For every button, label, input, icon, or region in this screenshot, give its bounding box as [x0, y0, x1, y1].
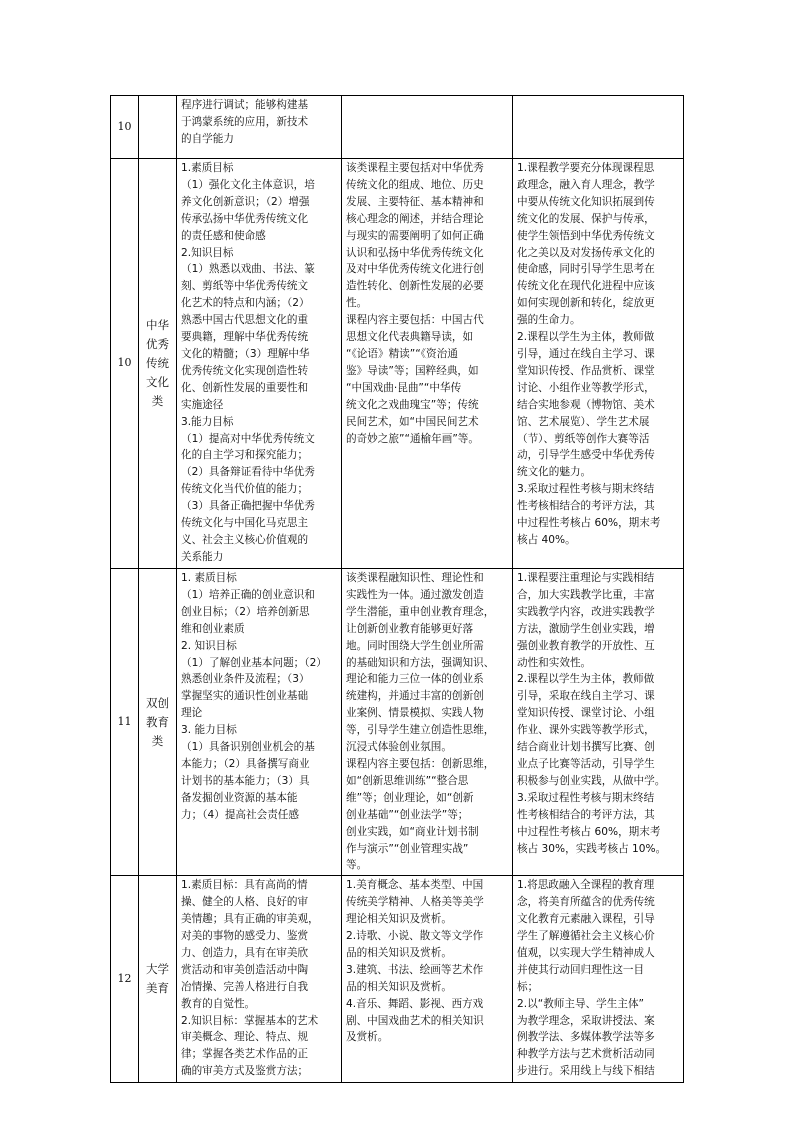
cell-line: 等，引导学生建立创造性思维， — [346, 724, 495, 737]
cell-line: 的自学能力 — [181, 132, 234, 145]
cell-line: 刻、剪纸等中华优秀传统文 — [181, 280, 309, 293]
cell-line: 文化的精髓；（3）理解中华 — [181, 347, 310, 360]
cell-line: 审美概念、理论、特点、规 — [181, 1031, 309, 1044]
cell-line: 认识和弘扬中华优秀传统文化 — [346, 246, 484, 259]
cell-line: 民间艺术，如“中国民间艺术 — [346, 415, 479, 428]
cell-line: 为教学理念，采取讲授法、案 — [517, 1014, 655, 1027]
cell-line: 品的相关知识及赏析。 — [346, 946, 452, 959]
cell-line: 鉴》导读”等；国粹经典，如 — [346, 364, 479, 377]
cell-line: 1.素质目标 — [181, 162, 234, 174]
cell-line: 统文化的发展、保护与传承， — [517, 212, 655, 225]
cell-line: 使学生领悟到中华优秀传统文 — [517, 229, 655, 242]
cell-line: 冶情操、完善人格进行自我 — [181, 980, 309, 993]
cell-line: 理论相关知识及赏析。 — [346, 913, 452, 926]
cell-line: 馆、艺术展览）、学生艺术展 — [517, 415, 650, 428]
cell-line: 要典籍，理解中华优秀传统 — [181, 331, 309, 344]
cell-line: 并使其行动回归理性这一目 — [517, 963, 645, 976]
cell-line: 政理念，融入育人理念，教学 — [517, 178, 655, 191]
cell-line: 实践性为一体。通过激发创造 — [346, 588, 484, 601]
cell-line: 结合商业计划书撰写比赛、创 — [517, 741, 655, 754]
cell-line: 2.知识目标：掌握基本的艺术 — [181, 1014, 319, 1027]
cell-line: 赏活动和审美创造活动中陶 — [181, 963, 309, 976]
cell-line: 操、健全的人格、良好的审 — [181, 896, 309, 909]
cell-line: 2.诗歌、小说、散文等文学作 — [346, 930, 484, 943]
table-row — [111, 159, 684, 569]
cell-line: 传统文化在现代化进程中应该 — [517, 280, 655, 293]
cell-line: 核占 40%。 — [517, 533, 576, 546]
cell-line: 学生了解遵循社会主义核心价 — [517, 930, 655, 943]
cell-line: 3. 能力目标 — [181, 724, 237, 737]
cell-line: 1. 素质目标 — [181, 572, 237, 584]
cell-line: 与现实的需要阐明了如何正确 — [346, 229, 484, 242]
cell-line: 课程内容主要包括：中国古代 — [346, 314, 484, 327]
cell-line: 中要从传统文化知识拓展到传 — [517, 195, 655, 208]
course-content — [342, 569, 513, 876]
cell-line: 强创业教育教学的开放性、互 — [517, 639, 655, 652]
cell-line: 统文化之戏曲瑰宝”等；传统 — [346, 398, 479, 411]
cell-line: 课程内容主要包括：创新思维， — [346, 757, 495, 770]
cell-line: 统建构，并通过丰富的创新创 — [346, 690, 484, 703]
course-goals — [177, 569, 342, 876]
cell-line: 力；（4）提高社会责任感 — [181, 808, 299, 821]
cell-line: 及对中华优秀传统文化进行创 — [346, 263, 484, 276]
cell-line: “中国戏曲·昆曲”“中华传 — [346, 381, 462, 394]
cell-line: 动性和实效性。 — [517, 656, 592, 669]
cell-line: 律；掌握各类艺术作品的正 — [181, 1048, 309, 1061]
cell-line: 造性转化、创新性发展的必要 — [346, 280, 484, 293]
cell-line: 创业目标；（2）培养创新思 — [181, 605, 310, 618]
cell-line: 步进行。采用线上与线下相结 — [517, 1065, 655, 1078]
table-row — [111, 96, 684, 159]
cell-line: 发展、主要特征、基本精神和 — [346, 195, 484, 208]
row-number: 10 — [111, 159, 139, 569]
cell-line: 中过程性考核占 60%，期末考 — [517, 825, 661, 838]
cell-line: 理论 — [181, 707, 203, 720]
cell-line: 等。 — [346, 859, 368, 872]
cell-line: 4.音乐、舞蹈、影视、西方戏 — [346, 997, 484, 1010]
cell-line: 合，加大实践教学比重，丰富 — [517, 588, 655, 601]
cell-line: 维”等；创业理论，如“创新 — [346, 791, 474, 804]
teaching-requirements — [513, 876, 684, 1083]
cell-line: 如何实现创新和转化，绽放更 — [517, 297, 655, 310]
cell-line: （1）提高对中华优秀传统文 — [181, 432, 315, 445]
cell-line: 核心理念的阐述，并结合理论 — [346, 212, 484, 225]
cell-line: （1）了解创业基本问题；（2） — [181, 656, 327, 669]
cell-line: 的基础知识和方法，强调知识、 — [346, 656, 495, 669]
cell-line: 实践教学内容，改进实践教学 — [517, 605, 655, 618]
cell-line: 3.建筑、书法、绘画等艺术作 — [346, 963, 484, 976]
course-goals — [177, 96, 342, 159]
cell-line: 3.采取过程性考核与期末终结 — [517, 483, 655, 496]
cell-line: 传统美学精神、人格美等美学 — [346, 896, 484, 909]
cell-line: 剧、中国戏曲艺术的相关知识 — [346, 1014, 484, 1027]
cell-line: 作与演示”“创业管理实战” — [346, 842, 469, 855]
cell-line: 强的生命力。 — [517, 314, 581, 327]
cell-line: 积极参与创业实践，从做中学。 — [517, 774, 666, 787]
cell-line: 业点子比赛等活动，引导学生 — [517, 757, 655, 770]
cell-line: （节）、剪纸等创作大赛等活 — [517, 432, 650, 445]
cell-line: 2.知识目标 — [181, 246, 234, 259]
cell-line: （1）具备识别创业机会的基 — [181, 741, 315, 754]
cell-line: 讨论、小组作业等教学形式， — [517, 381, 655, 394]
cell-line: 引导，采取在线自主学习、课 — [517, 690, 655, 703]
course-goals — [177, 876, 342, 1083]
cell-line: 2.课程以学生为主体，教师做 — [517, 673, 655, 686]
row-number: 11 — [111, 569, 139, 876]
cell-line: 创业实践，如“商业计划书制 — [346, 825, 479, 838]
course-category: 大学美育 — [139, 876, 177, 1083]
cell-line: 沉浸式体验创业氛围。 — [346, 741, 452, 754]
cell-line: 义、社会主义核心价值观的 — [181, 533, 309, 546]
cell-line: “《论语》精读”“《资治通 — [346, 347, 458, 360]
cell-line: 值观，以实现大学生精神成人 — [517, 946, 655, 959]
cell-line: 1.将思政融入全课程的教育理 — [517, 879, 655, 892]
cell-line: 核占 30%，实践考核占 10%。 — [517, 842, 667, 855]
cell-line: 传统文化当代价值的能力； — [181, 483, 309, 496]
cell-line: （2）具备辩证看待中华优秀 — [181, 466, 315, 479]
cell-line: 让创新创业教育能够更好落 — [346, 622, 474, 635]
cell-line: 统文化的魅力。 — [517, 466, 592, 479]
cell-line: 化艺术的特点和内涵；（2） — [181, 297, 310, 310]
cell-line: 本能力；（2）具备撰写商业 — [181, 757, 310, 770]
teaching-requirements — [513, 569, 684, 876]
cell-line: 品的相关知识及赏析。 — [346, 980, 452, 993]
teaching-requirements — [513, 96, 684, 159]
row-number: 10 — [111, 96, 139, 159]
cell-line: 该类课程融知识性、理论性和 — [346, 572, 484, 584]
cell-line: 种教学方法与艺术赏析活动同 — [517, 1048, 655, 1061]
row-number: 12 — [111, 876, 139, 1083]
course-content — [342, 159, 513, 569]
cell-line: 方法，激励学生创业实践，增 — [517, 622, 655, 635]
cell-line: 2. 知识目标 — [181, 639, 237, 652]
cell-line: 创业基础”“创业法学”等； — [346, 808, 469, 821]
course-content — [342, 96, 513, 159]
cell-line: （1）培养正确的创业意识和 — [181, 588, 315, 601]
cell-line: （1）强化文化主体意识，培 — [181, 178, 315, 191]
cell-line: 引导，通过在线自主学习、课 — [517, 347, 655, 360]
table-row — [111, 876, 684, 1083]
cell-line: 对美的事物的感受力、鉴赏 — [181, 930, 309, 943]
cell-line: 思想文化代表典籍导读，如 — [346, 331, 474, 344]
cell-line: 标； — [517, 980, 539, 993]
cell-line: 使命感，同时引导学生思考在 — [517, 263, 655, 276]
cell-line: 理论和能力三位一体的创业系 — [346, 673, 484, 686]
cell-line: 1.素质目标：具有高尚的情 — [181, 879, 308, 892]
cell-line: 3.采取过程性考核与期末终结 — [517, 791, 655, 804]
cell-line: 传统文化与中国化马克思主 — [181, 517, 309, 530]
cell-line: 2.课程以学生为主体，教师做 — [517, 331, 655, 344]
cell-line: 力、创造力，具有在审美欣 — [181, 946, 309, 959]
cell-line: 掌握坚实的通识性创业基础 — [181, 690, 309, 703]
cell-line: 2.以“教师主导、学生主体” — [517, 997, 645, 1010]
cell-line: 优秀传统文化实现创造性转 — [181, 364, 309, 377]
teaching-requirements — [513, 159, 684, 569]
cell-line: 1.美育概念、基本类型、中国 — [346, 879, 484, 892]
cell-line: 结合实地参观（博物馆、美术 — [517, 398, 655, 411]
cell-line: 传承弘扬中华优秀传统文化 — [181, 212, 309, 225]
course-category: 中华优秀传统文化类 — [139, 159, 177, 569]
cell-line: 的责任感和使命感 — [181, 229, 266, 242]
cell-line: 维和创业素质 — [181, 622, 245, 635]
cell-line: 作业、课外实践等教学形式， — [517, 724, 655, 737]
cell-line: 于鸿蒙系统的应用，新技术 — [181, 115, 309, 128]
cell-line: 传统文化的组成、地位、历史 — [346, 178, 484, 191]
cell-line: 化、创新性发展的重要性和 — [181, 381, 309, 394]
cell-line: 文化教育元素融入课程，引导 — [517, 913, 655, 926]
cell-line: 堂知识传授、课堂讨论、小组 — [517, 707, 655, 720]
cell-line: 性考核相结合的考评方法，其 — [517, 808, 655, 821]
cell-line: 确的审美方式及鉴赏方法； — [181, 1065, 309, 1078]
cell-line: 性考核相结合的考评方法，其 — [517, 500, 655, 513]
cell-line: 念，将美育所蕴含的优秀传统 — [517, 896, 655, 909]
course-goals — [177, 159, 342, 569]
table-row — [111, 569, 684, 876]
cell-line: 熟悉中国古代思想文化的重 — [181, 314, 309, 327]
cell-line: 备发掘创业资源的基本能 — [181, 791, 298, 804]
cell-line: 业案例、情景模拟、实践人物 — [346, 707, 484, 720]
curriculum-table — [110, 95, 684, 1083]
cell-line: 该类课程主要包括对中华优秀 — [346, 162, 484, 174]
cell-line: 美情趣；具有正确的审美观， — [181, 913, 319, 926]
cell-line: 化的自主学习和探究能力； — [181, 449, 309, 462]
course-content — [342, 876, 513, 1083]
cell-line: （3）具备正确把握中华优秀 — [181, 500, 315, 513]
cell-line: 程序进行调试；能够构建基 — [181, 99, 309, 111]
cell-line: 性。 — [346, 297, 368, 310]
cell-line: 1.课程教学要充分体现课程思 — [517, 162, 655, 174]
course-category: 双创教育类 — [139, 569, 177, 876]
cell-line: 计划书的基本能力；（3）具 — [181, 774, 310, 787]
cell-line: 如“创新思维训练”“整合思 — [346, 774, 469, 787]
cell-line: 地。同时围绕大学生创业所需 — [346, 639, 484, 652]
cell-line: 教育的自觉性。 — [181, 997, 256, 1010]
cell-line: （1）熟悉以戏曲、书法、篆 — [181, 263, 315, 276]
cell-line: 养文化创新意识；（2）增强 — [181, 195, 310, 208]
cell-line: 1.课程要注重理论与实践相结 — [517, 572, 655, 584]
cell-line: 的奇妙之旅”“通榆年画”等。 — [346, 432, 479, 445]
cell-line: 例教学法、多媒体教学法等多 — [517, 1031, 655, 1044]
cell-line: 熟悉创业条件及流程；（3） — [181, 673, 310, 686]
cell-line: 中过程性考核占 60%，期末考 — [517, 517, 661, 530]
course-category — [139, 96, 177, 159]
cell-line: 学生潜能，重申创业教育理念， — [346, 605, 495, 618]
cell-line: 3.能力目标 — [181, 415, 234, 428]
cell-line: 堂知识传授、作品赏析、课堂 — [517, 364, 655, 377]
cell-line: 关系能力 — [181, 550, 224, 563]
cell-line: 实施途径 — [181, 398, 224, 411]
cell-line: 化之美以及对发扬传承文化的 — [517, 246, 655, 259]
cell-line: 动，引导学生感受中华优秀传 — [517, 449, 655, 462]
cell-line: 及赏析。 — [346, 1031, 389, 1044]
